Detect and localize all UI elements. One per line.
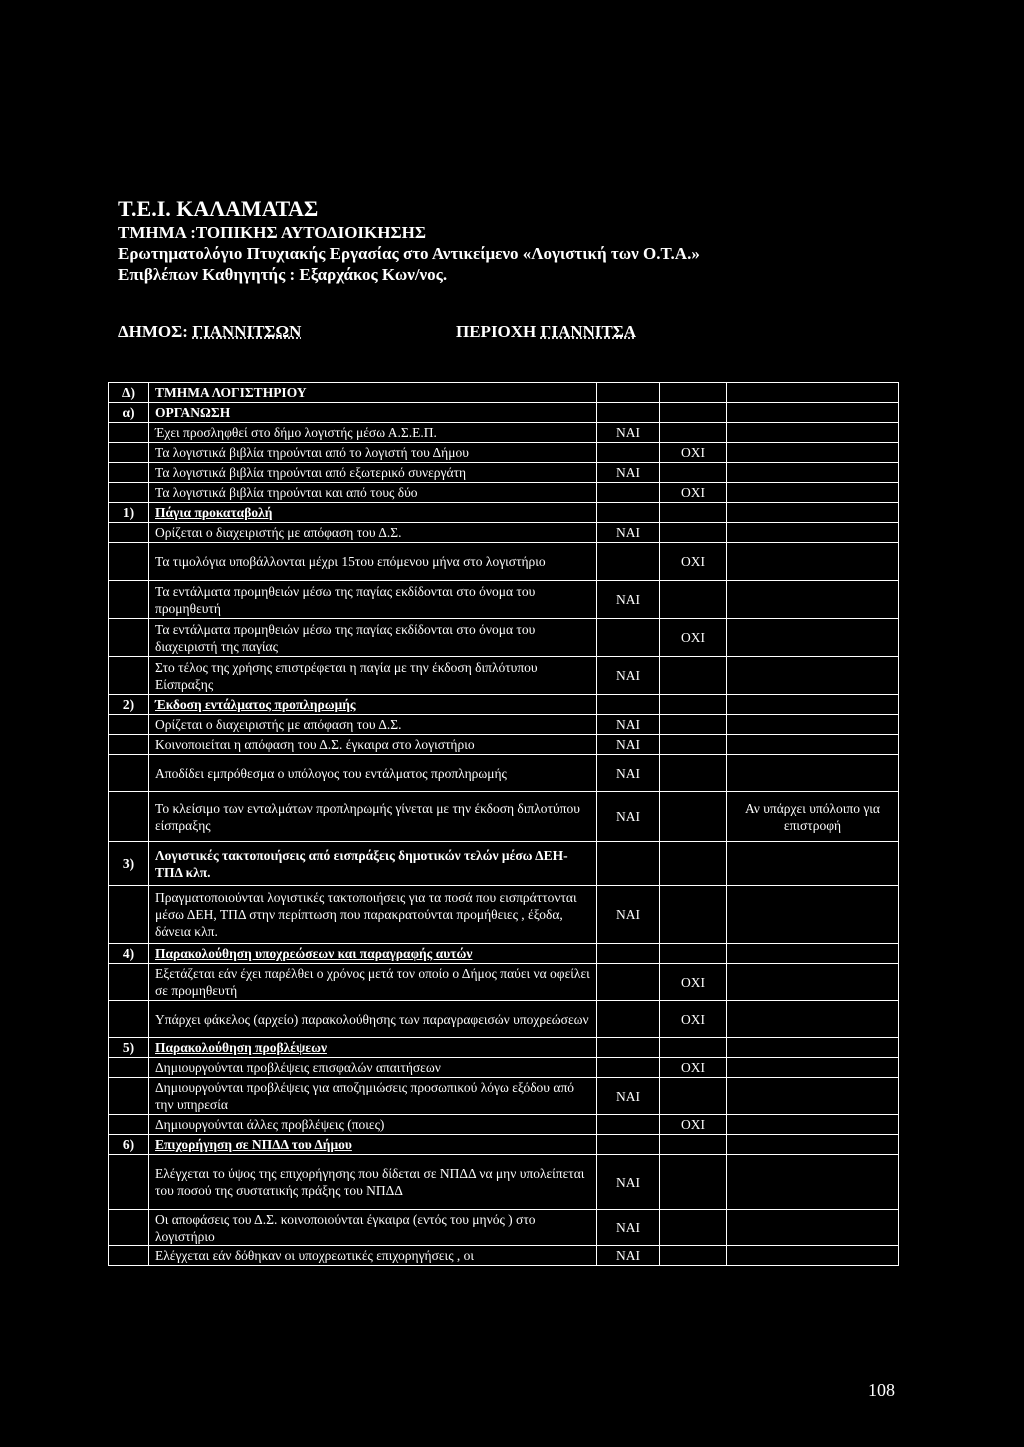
- table-row: [109, 715, 899, 735]
- remarks-cell: [727, 1115, 899, 1135]
- remarks-cell: [727, 619, 899, 657]
- remarks-cell: [727, 1135, 899, 1155]
- table-row: [109, 463, 899, 483]
- answer-nai: ΝΑΙ: [597, 523, 660, 543]
- remarks-cell: Αν υπάρχει υπόλοιπο για επιστροφή: [727, 792, 899, 842]
- row-question: Πραγματοποιούνται λογιστικές τακτοποιήσεις για τα ποσά που εισπράττονται μέσω ΔΕΗ, ΤΠΔ στην περίπτωση που παρακρατούνται προμήθειες , έξοδα, δάνεια κλπ.: [149, 886, 597, 944]
- row-number: 1): [109, 503, 149, 523]
- remarks-cell: [727, 842, 899, 886]
- answer-nai: [597, 842, 660, 886]
- municipality-label: ΔΗΜΟΣ:: [118, 322, 188, 341]
- row-question: Τα εντάλματα προμηθειών μέσω της παγίας εκδίδονται στο όνομα του διαχειριστή της παγίας: [149, 619, 597, 657]
- table-row: [109, 383, 899, 403]
- remarks-cell: [727, 483, 899, 503]
- answer-oxi: [660, 423, 727, 443]
- row-number: 5): [109, 1038, 149, 1058]
- answer-nai: ΝΑΙ: [597, 1155, 660, 1210]
- table-row: [109, 1078, 899, 1115]
- table-row: [109, 944, 899, 964]
- answer-nai: [597, 619, 660, 657]
- row-number: [109, 1001, 149, 1038]
- remarks-cell: [727, 543, 899, 581]
- document-header: [118, 196, 998, 285]
- answer-oxi: [660, 792, 727, 842]
- row-number: [109, 523, 149, 543]
- answer-oxi: [660, 1078, 727, 1115]
- table-row: [109, 964, 899, 1001]
- answer-oxi: [660, 944, 727, 964]
- table-row: [109, 657, 899, 695]
- table-row: [109, 483, 899, 503]
- row-number: [109, 735, 149, 755]
- table-row: [109, 735, 899, 755]
- remarks-cell: [727, 523, 899, 543]
- row-number: 4): [109, 944, 149, 964]
- answer-nai: [597, 1058, 660, 1078]
- row-question: Παρακολούθηση υποχρεώσεων και παραγραφής αυτών: [149, 944, 597, 964]
- row-question: Τα τιμολόγια υποβάλλονται μέχρι 15του επόμενου μήνα στο λογιστήριο: [149, 543, 597, 581]
- questionnaire-title: Ερωτηματολόγιο Πτυχιακής Εργασίας στο Αντικείμενο «Λογιστική των Ο.Τ.Α.»: [118, 244, 700, 263]
- row-question: Δημιουργούνται προβλέψεις επισφαλών απαιτήσεων: [149, 1058, 597, 1078]
- table-row: [109, 543, 899, 581]
- remarks-cell: [727, 1001, 899, 1038]
- row-question: Υπάρχει φάκελος (αρχείο) παρακολούθησης των παραγραφεισών υποχρεώσεων: [149, 1001, 597, 1038]
- municipality-value: ΓΙΑΝΝΙΤΣΩΝ: [192, 322, 302, 341]
- remarks-cell: [727, 443, 899, 463]
- answer-nai: [597, 695, 660, 715]
- row-question: Δημιουργούνται προβλέψεις για αποζημιώσεις προσωπικού λόγω εξόδου από την υπηρεσία: [149, 1078, 597, 1115]
- remarks-cell: [727, 755, 899, 792]
- row-number: [109, 581, 149, 619]
- answer-nai: ΝΑΙ: [597, 715, 660, 735]
- table-row: [109, 1001, 899, 1038]
- table-row: [109, 695, 899, 715]
- row-number: 3): [109, 842, 149, 886]
- answer-oxi: ΟΧΙ: [660, 443, 727, 463]
- answer-nai: [597, 1038, 660, 1058]
- row-question: Πάγια προκαταβολή: [149, 503, 597, 523]
- row-number: [109, 657, 149, 695]
- answer-oxi: [660, 1038, 727, 1058]
- table-row: [109, 842, 899, 886]
- remarks-cell: [727, 886, 899, 944]
- answer-nai: ΝΑΙ: [597, 657, 660, 695]
- row-question: Κοινοποιείται η απόφαση του Δ.Σ. έγκαιρα στο λογιστήριο: [149, 735, 597, 755]
- answer-oxi: [660, 403, 727, 423]
- answer-nai: [597, 503, 660, 523]
- answer-oxi: [660, 715, 727, 735]
- answer-nai: ΝΑΙ: [597, 1246, 660, 1266]
- answer-nai: ΝΑΙ: [597, 735, 660, 755]
- answer-nai: [597, 443, 660, 463]
- answer-oxi: [660, 657, 727, 695]
- table-row: [109, 1038, 899, 1058]
- answer-oxi: ΟΧΙ: [660, 543, 727, 581]
- institution-title: Τ.Ε.Ι. ΚΑΛΑΜΑΤΑΣ: [118, 196, 319, 221]
- remarks-cell: [727, 423, 899, 443]
- row-question: Εξετάζεται εάν έχει παρέλθει ο χρόνος μετά τον οποίο ο Δήμος παύει να οφείλει σε προμηθευτή: [149, 964, 597, 1001]
- answer-oxi: [660, 523, 727, 543]
- row-number: [109, 619, 149, 657]
- answer-oxi: [660, 755, 727, 792]
- answer-nai: [597, 1115, 660, 1135]
- page-number: 108: [868, 1380, 895, 1400]
- answer-nai: ΝΑΙ: [597, 423, 660, 443]
- row-question: Ελέγχεται εάν δόθηκαν οι υποχρεωτικές επιχορηγήσεις , οι: [149, 1246, 597, 1266]
- table-row: [109, 581, 899, 619]
- row-question: Τα λογιστικά βιβλία τηρούνται από εξωτερικό συνεργάτη: [149, 463, 597, 483]
- row-number: [109, 543, 149, 581]
- remarks-cell: [727, 581, 899, 619]
- answer-nai: [597, 403, 660, 423]
- answer-oxi: ΟΧΙ: [660, 619, 727, 657]
- answer-nai: ΝΑΙ: [597, 886, 660, 944]
- row-number: [109, 792, 149, 842]
- row-number: [109, 463, 149, 483]
- remarks-cell: [727, 1210, 899, 1246]
- row-question: Λογιστικές τακτοποιήσεις από εισπράξεις δημοτικών τελών μέσω ΔΕΗ-ΤΠΔ κλπ.: [149, 842, 597, 886]
- answer-nai: [597, 543, 660, 581]
- table-row: [109, 755, 899, 792]
- row-question: Το κλείσιμο των ενταλμάτων προπληρωμής γίνεται με την έκδοση διπλοτύπου είσπραξης: [149, 792, 597, 842]
- row-number: α): [109, 403, 149, 423]
- table-row: [109, 503, 899, 523]
- answer-nai: ΝΑΙ: [597, 463, 660, 483]
- answer-oxi: [660, 842, 727, 886]
- row-number: [109, 443, 149, 463]
- table-row: [109, 1246, 899, 1266]
- row-question: Στο τέλος της χρήσης επιστρέφεται η παγία με την έκδοση διπλότυπου Είσπραξης: [149, 657, 597, 695]
- region-field: [456, 322, 636, 342]
- row-number: [109, 1058, 149, 1078]
- row-question: ΤΜΗΜΑ ΛΟΓΙΣΤΗΡΙΟΥ: [149, 383, 597, 403]
- remarks-cell: [727, 1078, 899, 1115]
- row-number: [109, 483, 149, 503]
- row-number: [109, 1210, 149, 1246]
- answer-oxi: [660, 463, 727, 483]
- answer-oxi: ΟΧΙ: [660, 1115, 727, 1135]
- remarks-cell: [727, 463, 899, 483]
- table-row: [109, 1135, 899, 1155]
- row-number: [109, 1155, 149, 1210]
- table-row: [109, 1155, 899, 1210]
- answer-nai: ΝΑΙ: [597, 792, 660, 842]
- row-number: Δ): [109, 383, 149, 403]
- answer-nai: [597, 944, 660, 964]
- answer-oxi: ΟΧΙ: [660, 483, 727, 503]
- remarks-cell: [727, 383, 899, 403]
- table-row: [109, 1210, 899, 1246]
- row-question: Έκδοση εντάλματος προπληρωμής: [149, 695, 597, 715]
- region-label: ΠΕΡΙΟΧΗ: [456, 322, 537, 341]
- row-question: Ορίζεται ο διαχειριστής με απόφαση του Δ.Σ.: [149, 715, 597, 735]
- row-number: [109, 423, 149, 443]
- answer-nai: [597, 383, 660, 403]
- municipality-field: [118, 322, 301, 342]
- answer-nai: ΝΑΙ: [597, 755, 660, 792]
- row-question: Δημιουργούνται άλλες προβλέψεις (ποιες): [149, 1115, 597, 1135]
- answer-nai: [597, 964, 660, 1001]
- remarks-cell: [727, 1155, 899, 1210]
- answer-nai: ΝΑΙ: [597, 1210, 660, 1246]
- answer-oxi: [660, 1135, 727, 1155]
- row-number: [109, 1115, 149, 1135]
- row-question: Έχει προσληφθεί στο δήμο λογιστής μέσω Α.Σ.Ε.Π.: [149, 423, 597, 443]
- row-question: Τα λογιστικά βιβλία τηρούνται και από τους δύο: [149, 483, 597, 503]
- answer-nai: [597, 1135, 660, 1155]
- answer-oxi: [660, 735, 727, 755]
- answer-oxi: [660, 503, 727, 523]
- remarks-cell: [727, 657, 899, 695]
- row-question: Οι αποφάσεις του Δ.Σ. κοινοποιούνται έγκαιρα (εντός του μηνός ) στο λογιστήριο: [149, 1210, 597, 1246]
- row-question: Αποδίδει εμπρόθεσμα ο υπόλογος του εντάλματος προπληρωμής: [149, 755, 597, 792]
- remarks-cell: [727, 944, 899, 964]
- row-number: 6): [109, 1135, 149, 1155]
- region-value: ΓΙΑΝΝΙΤΣΑ: [540, 322, 637, 341]
- answer-oxi: [660, 695, 727, 715]
- table-row: [109, 523, 899, 543]
- table-row: [109, 423, 899, 443]
- remarks-cell: [727, 695, 899, 715]
- remarks-cell: [727, 1058, 899, 1078]
- remarks-cell: [727, 735, 899, 755]
- table-row: [109, 1115, 899, 1135]
- answer-nai: ΝΑΙ: [597, 581, 660, 619]
- row-question: Ορίζεται ο διαχειριστής με απόφαση του Δ.Σ.: [149, 523, 597, 543]
- answer-oxi: ΟΧΙ: [660, 1001, 727, 1038]
- row-question: Τα λογιστικά βιβλία τηρούνται από το λογιστή του Δήμου: [149, 443, 597, 463]
- remarks-cell: [727, 1246, 899, 1266]
- row-question: Παρακολούθηση προβλέψεων: [149, 1038, 597, 1058]
- answer-oxi: [660, 383, 727, 403]
- accounting-questionnaire-table: [108, 382, 899, 1266]
- supervisor-line: Επιβλέπων Καθηγητής : Εξαρχάκος Κων/νος.: [118, 265, 448, 284]
- table-row: [109, 619, 899, 657]
- row-number: [109, 1246, 149, 1266]
- table-row: [109, 1058, 899, 1078]
- answer-oxi: [660, 1155, 727, 1210]
- table-row: [109, 886, 899, 944]
- row-number: [109, 964, 149, 1001]
- department-title: ΤΜΗΜΑ :ΤΟΠΙΚΗΣ ΑΥΤΟΔΙΟΙΚΗΣΗΣ: [118, 223, 426, 242]
- answer-nai: [597, 483, 660, 503]
- row-number: [109, 1078, 149, 1115]
- remarks-cell: [727, 403, 899, 423]
- answer-nai: [597, 1001, 660, 1038]
- row-number: [109, 715, 149, 735]
- answer-oxi: ΟΧΙ: [660, 1058, 727, 1078]
- table-row: [109, 792, 899, 842]
- remarks-cell: [727, 715, 899, 735]
- remarks-cell: [727, 1038, 899, 1058]
- answer-nai: ΝΑΙ: [597, 1078, 660, 1115]
- answer-oxi: [660, 581, 727, 619]
- row-question: Τα εντάλματα προμηθειών μέσω της παγίας εκδίδονται στο όνομα του προμηθευτή: [149, 581, 597, 619]
- row-number: [109, 755, 149, 792]
- answer-oxi: [660, 886, 727, 944]
- row-question: Επιχορήγηση σε ΝΠΔΔ του Δήμου: [149, 1135, 597, 1155]
- answer-oxi: [660, 1246, 727, 1266]
- row-number: 2): [109, 695, 149, 715]
- row-number: [109, 886, 149, 944]
- remarks-cell: [727, 503, 899, 523]
- remarks-cell: [727, 964, 899, 1001]
- table-row: [109, 443, 899, 463]
- row-question: Ελέγχεται το ύψος της επιχορήγησης που δίδεται σε ΝΠΔΔ να μην υπολείπεται του ποσού της συστατικής πράξης του ΝΠΔΔ: [149, 1155, 597, 1210]
- answer-oxi: [660, 1210, 727, 1246]
- answer-oxi: ΟΧΙ: [660, 964, 727, 1001]
- table-row: [109, 403, 899, 423]
- row-question: ΟΡΓΑΝΩΣΗ: [149, 403, 597, 423]
